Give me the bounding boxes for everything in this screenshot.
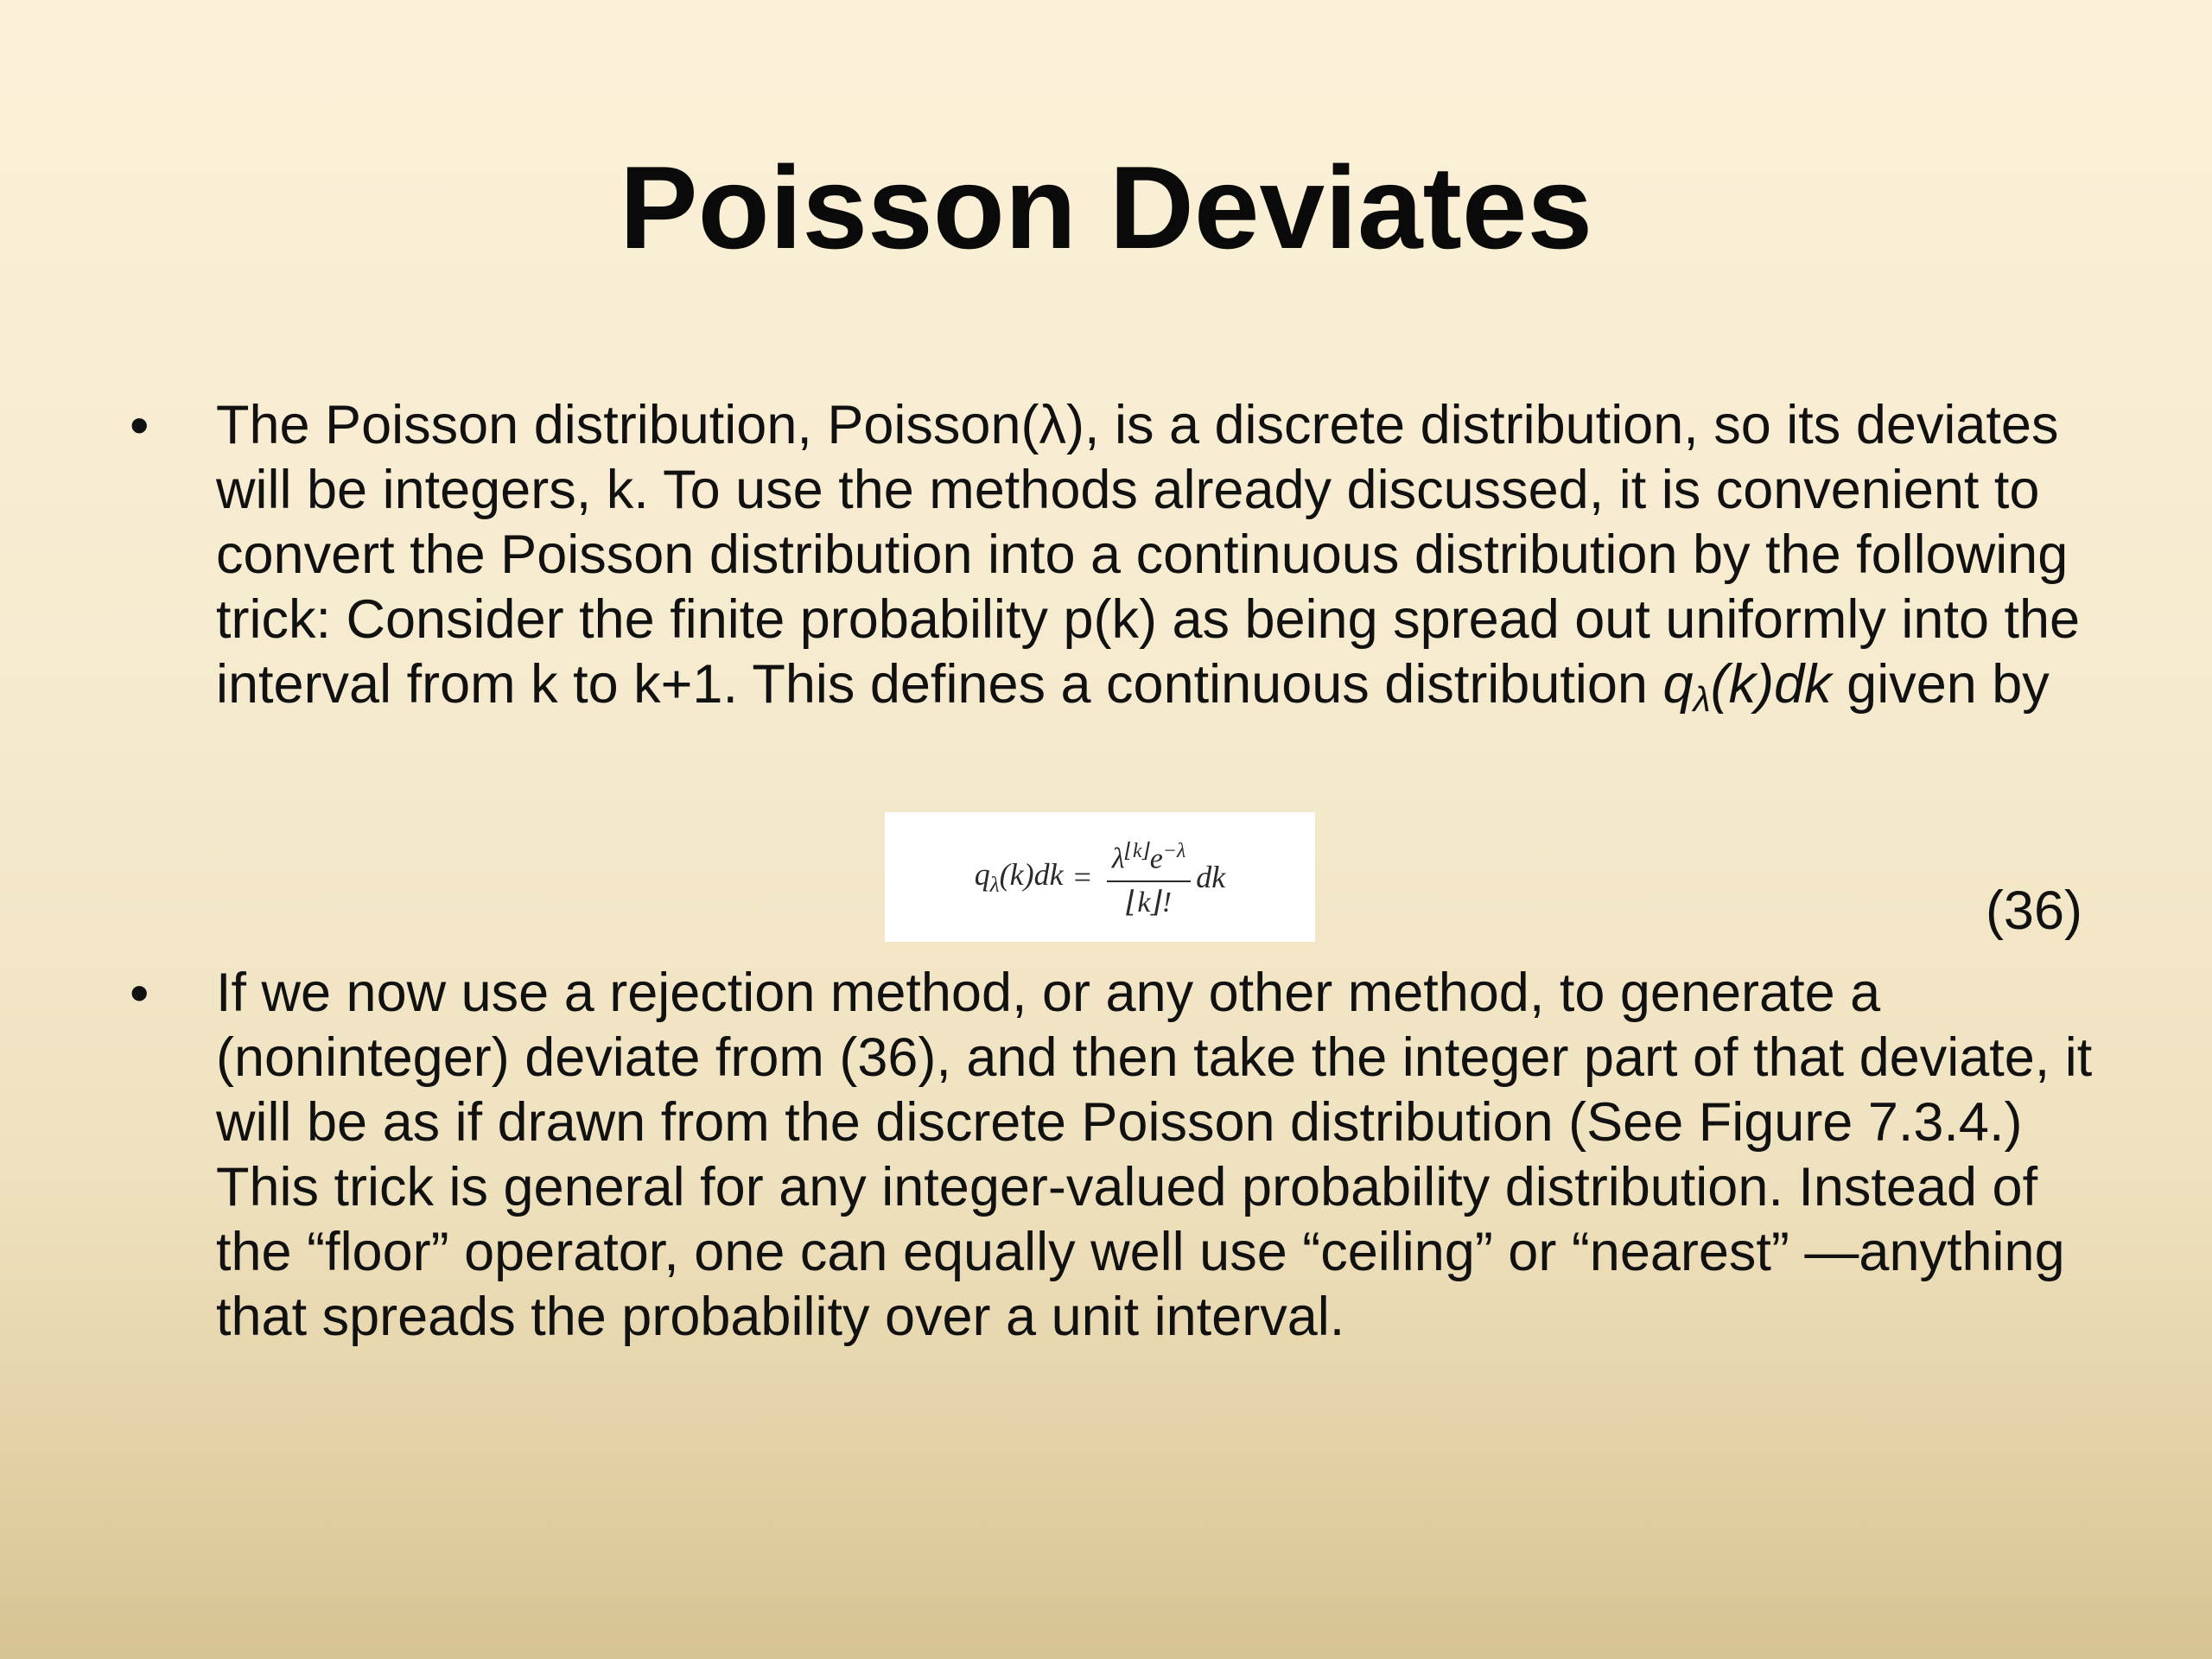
equation-denominator: ⌊k⌋!: [1126, 886, 1173, 918]
equation-numerator: [1107, 834, 1191, 881]
eq-num-base: λ: [1111, 842, 1125, 875]
bullet-text-2: If we now use a rejection method, or any other method, to generate a (noninteger) deviate from (36), and then take the integer part of that deviate, it will be as if drawn from the discrete Poisson distribution (See Figure 7.3.4.) This trick is general for any integer-valued probability distribution. Instead of the “floor” operator, one can equally well use “ceiling” or “nearest” —anything that spreads the probability over a unit interval.: [216, 963, 2093, 1347]
bullet1-text-part1: The Poisson distribution, Poisson(λ), is a discrete distribution, so its deviates will be integers, k. To use the methods already discussed, it is convenient to convert the Poisson distribution into a continuous distribution by the following trick: Consider the finite probability p(k) as being spread out uniformly into the interval from k to k+1. This defines a continuous distribution: [216, 395, 2081, 715]
math-q-lambda: [1662, 654, 1832, 720]
math-q: q: [1662, 654, 1694, 715]
slide-title: Poisson Deviates: [619, 142, 1593, 273]
math-k-dk: (k)dk: [1710, 654, 1832, 715]
eq-lhs-q: q: [974, 856, 990, 892]
bullet-marker: •: [130, 962, 149, 1024]
equation-image: [885, 812, 1315, 942]
math-lambda-subscript: λ: [1693, 679, 1711, 720]
equation-number: (36): [1985, 880, 2082, 941]
equation-fraction: [1107, 834, 1191, 919]
eq-num-e: e: [1149, 842, 1163, 875]
bullet-marker: •: [130, 394, 149, 456]
bullet-item-1: [130, 393, 2100, 782]
eq-num-e-exp: −λ: [1162, 840, 1186, 863]
eq-lhs-sub: λ: [989, 874, 1000, 898]
equation-formula: [975, 834, 1226, 919]
bullet1-text-part2: given by: [1831, 654, 2050, 715]
eq-num-exp: ⌊k⌋: [1124, 840, 1150, 863]
bullet-text-1: [216, 393, 2100, 732]
equation-lhs: [975, 856, 1064, 898]
equation-tail: dk: [1196, 859, 1226, 894]
eq-lhs-rest: (k)dk: [999, 856, 1064, 892]
bullet-item-2: [130, 961, 2100, 1419]
equation-equals: =: [1073, 859, 1091, 894]
